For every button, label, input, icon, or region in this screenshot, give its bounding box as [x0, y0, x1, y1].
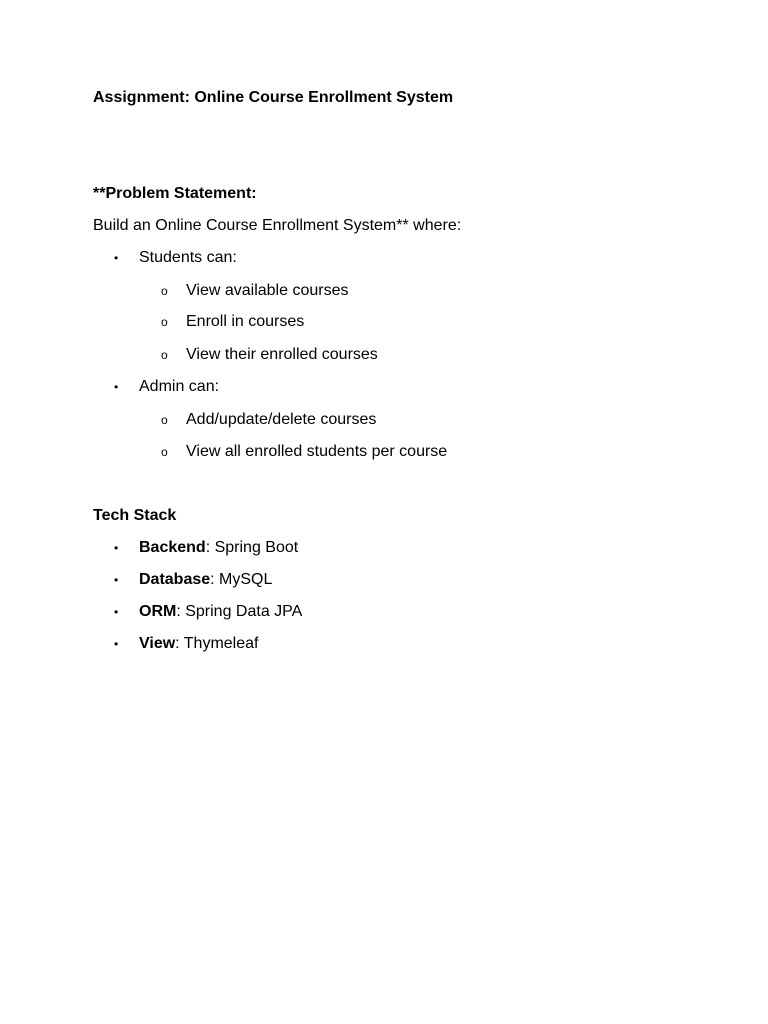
list-item-label: View their enrolled courses	[186, 346, 378, 363]
problem-statement-body: Build an Online Course Enrollment System** where:	[93, 217, 462, 234]
list-item-student-feature	[161, 312, 304, 332]
list-item-student-feature	[161, 345, 378, 365]
tech-value: : Spring Boot	[205, 539, 299, 556]
bullet-dot-icon: •	[114, 605, 119, 619]
tech-value: : Spring Data JPA	[176, 603, 303, 620]
tech-value: : MySQL	[210, 571, 273, 588]
tech-stack-heading: Tech Stack	[93, 507, 177, 524]
list-item-label: View all enrolled students per course	[186, 443, 448, 460]
bullet-circle-icon: o	[161, 284, 168, 298]
list-item-tech	[114, 570, 272, 590]
tech-term: View	[139, 635, 176, 652]
list-item-tech	[114, 538, 298, 558]
bullet-dot-icon: •	[114, 380, 119, 394]
tech-value: : Thymeleaf	[175, 635, 259, 652]
tech-term: ORM	[139, 603, 177, 620]
bullet-dot-icon: •	[114, 637, 119, 651]
problem-statement-heading: **Problem Statement:	[93, 185, 257, 202]
list-item-tech	[114, 602, 302, 622]
list-item-tech	[114, 634, 258, 654]
list-item-label: View available courses	[186, 282, 349, 299]
list-item-label: Enroll in courses	[186, 313, 305, 330]
list-item-label: Add/update/delete courses	[186, 411, 377, 428]
list-item-students	[114, 248, 237, 268]
bullet-circle-icon: o	[161, 315, 168, 329]
list-item-label: Students can:	[139, 249, 237, 266]
bullet-circle-icon: o	[161, 445, 168, 459]
bullet-dot-icon: •	[114, 251, 119, 265]
document-title: Assignment: Online Course Enrollment System	[93, 89, 454, 106]
bullet-circle-icon: o	[161, 413, 168, 427]
tech-term: Backend	[139, 539, 206, 556]
list-item-admin	[114, 377, 219, 397]
tech-term: Database	[139, 571, 211, 588]
list-item-admin-feature	[161, 410, 376, 430]
list-item-student-feature	[161, 281, 348, 301]
list-item-label: Admin can:	[139, 378, 220, 395]
bullet-dot-icon: •	[114, 541, 119, 555]
bullet-circle-icon: o	[161, 348, 168, 362]
bullet-dot-icon: •	[114, 573, 119, 587]
list-item-admin-feature	[161, 442, 447, 462]
